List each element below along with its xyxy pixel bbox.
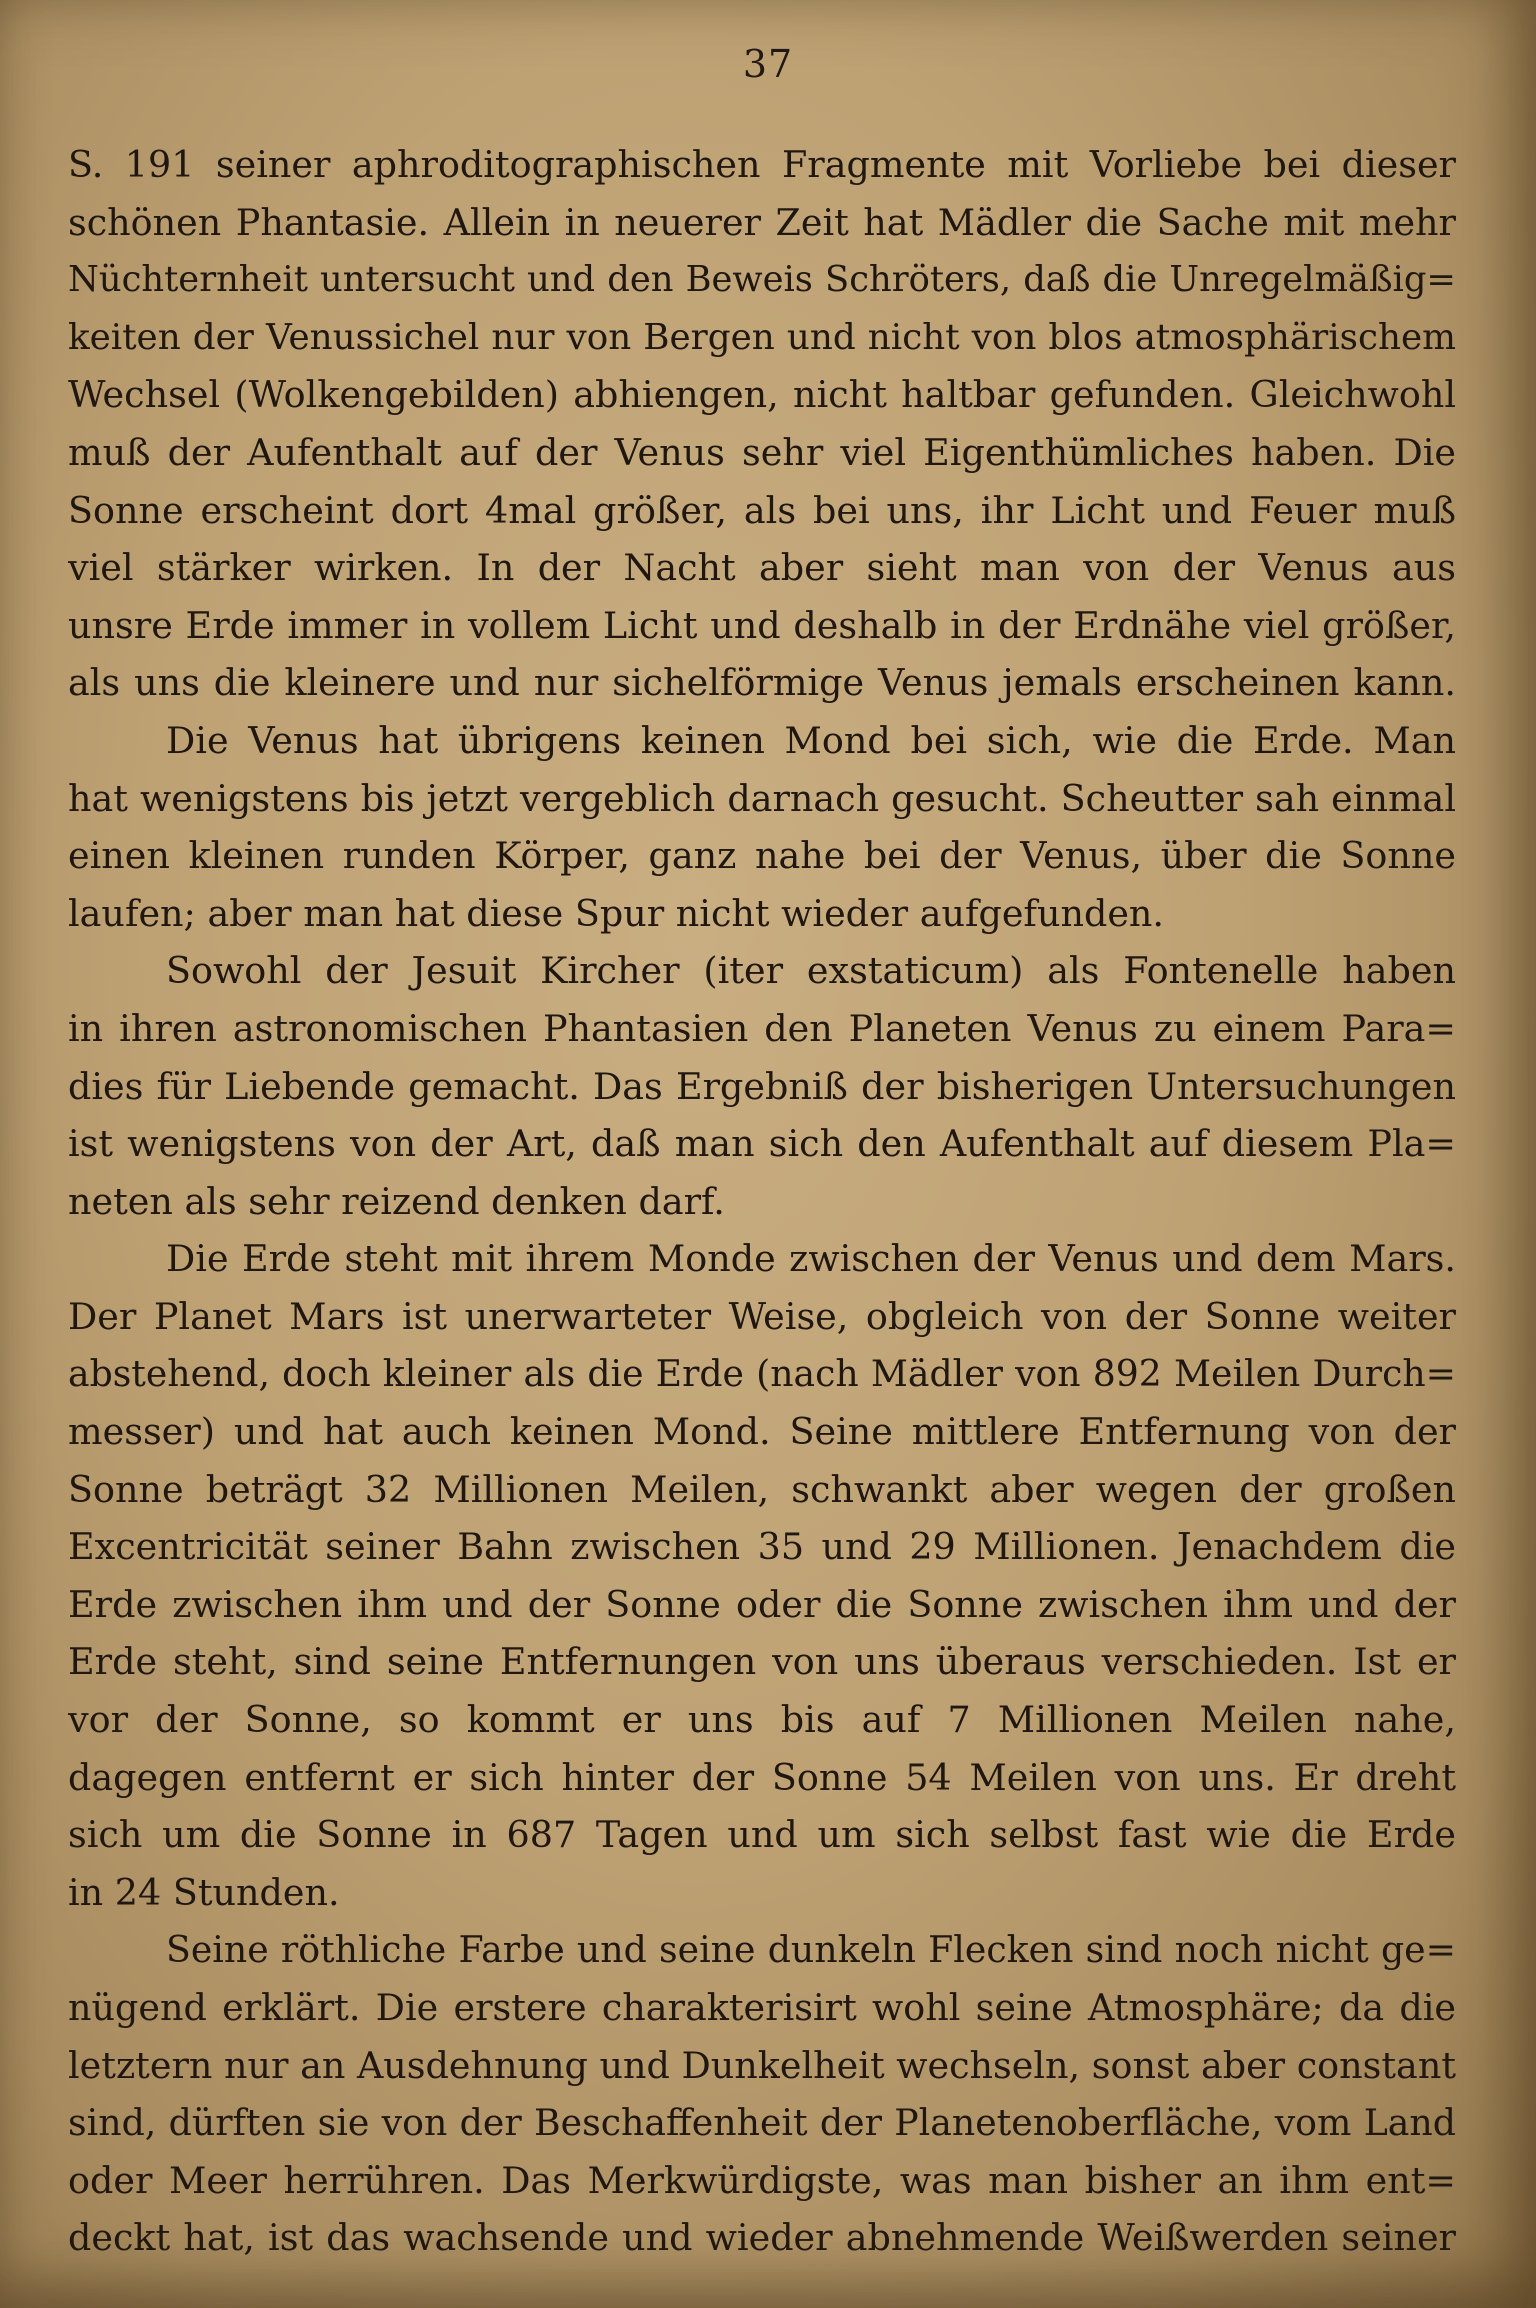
text-line: hat wenigstens bis jetzt vergeblich darnach gesucht. Scheutter sah einmal: [68, 776, 1456, 820]
paragraph-end-line: neten als sehr reizend denken darf.: [68, 1179, 725, 1223]
text-line: sind, dürften sie von der Beschaffenheit der Planetenoberfläche, vom Land: [68, 2101, 1456, 2145]
text-line: dagegen entfernt er sich hinter der Sonne 54 Meilen von uns. Er dreht: [68, 1755, 1456, 1799]
text-line: Erde zwischen ihm und der Sonne oder die Sonne zwischen ihm und der: [68, 1582, 1456, 1626]
text-line: in ihren astronomischen Phantasien den Planeten Venus zu einem Para=: [68, 1006, 1456, 1050]
text-line: sich um die Sonne in 687 Tagen und um sich selbst fast wie die Erde: [68, 1813, 1456, 1857]
text-line: schönen Phantasie. Allein in neuerer Zeit hat Mädler die Sache mit mehr: [68, 200, 1456, 244]
body-text: [68, 136, 1456, 2267]
paragraph-start-line: Die Erde steht mit ihrem Monde zwischen der Venus und dem Mars.: [166, 1237, 1456, 1281]
text-line: letztern nur an Ausdehnung und Dunkelheit wechseln, sonst aber constant: [68, 2043, 1456, 2087]
text-line: ist wenigstens von der Art, daß man sich den Aufenthalt auf diesem Pla=: [68, 1122, 1456, 1166]
text-line: S. 191 seiner aphroditographischen Fragmente mit Vorliebe bei dieser: [68, 143, 1456, 186]
text-line: muß der Aufenthalt auf der Venus sehr viel Eigenthümliches haben. Die: [68, 430, 1456, 474]
text-line: dies für Liebende gemacht. Das Ergebniß der bisherigen Untersuchungen: [68, 1064, 1456, 1108]
text-line: messer) und hat auch keinen Mond. Seine mittlere Entfernung von der: [68, 1410, 1456, 1454]
text-line: Wechsel (Wolkengebilden) abhiengen, nicht haltbar gefunden. Gleichwohl: [68, 373, 1456, 417]
text-line: oder Meer herrühren. Das Merkwürdigste, was man bisher an ihm ent=: [68, 2158, 1456, 2202]
text-line: Sonne beträgt 32 Millionen Meilen, schwankt aber wegen der großen: [68, 1467, 1456, 1511]
page-number: 37: [742, 42, 794, 86]
text-line: als uns die kleinere und nur sichelförmige Venus jemals erscheinen kann.: [68, 661, 1456, 705]
text-line: einen kleinen runden Körper, ganz nahe bei der Venus, über die Sonne: [68, 834, 1456, 878]
text-line: viel stärker wirken. In der Nacht aber sieht man von der Venus aus: [68, 546, 1456, 590]
text-line: nügend erklärt. Die erstere charakterisirt wohl seine Atmosphäre; da die: [68, 1986, 1456, 2029]
text-line: Excentricität seiner Bahn zwischen 35 und 29 Millionen. Jenachdem die: [68, 1525, 1456, 1569]
text-line: keiten der Venussichel nur von Bergen und nicht von blos atmosphärischem: [68, 316, 1456, 358]
text-line: abstehend, doch kleiner als die Erde (nach Mädler von 892 Meilen Durch=: [68, 1352, 1456, 1396]
text-line: Der Planet Mars ist unerwarteter Weise, obgleich von der Sonne weiter: [68, 1294, 1456, 1338]
text-line: vor der Sonne, so kommt er uns bis auf 7 Millionen Meilen nahe,: [68, 1698, 1456, 1742]
text-line: unsre Erde immer in vollem Licht und deshalb in der Erdnähe viel größer,: [68, 603, 1456, 647]
text-line: Sonne erscheint dort 4mal größer, als bei uns, ihr Licht und Feuer muß: [68, 488, 1456, 532]
text-line: Erde steht, sind seine Entfernungen von uns überaus verschieden. Ist er: [68, 1640, 1456, 1684]
text-line: deckt hat, ist das wachsende und wieder abnehmende Weißwerden seiner: [68, 2216, 1456, 2260]
paragraph-end-line: laufen; aber man hat diese Spur nicht wieder aufgefunden.: [68, 891, 1165, 935]
text-line: Nüchternheit untersucht und den Beweis Schröters, daß die Unregelmäßig=: [68, 259, 1456, 301]
paragraph-start-line: Sowohl der Jesuit Kircher (iter exstaticum) als Fontenelle haben: [166, 949, 1456, 993]
paragraph-start-line: Die Venus hat übrigens keinen Mond bei sich, wie die Erde. Man: [166, 718, 1456, 762]
paragraph-end-line: in 24 Stunden.: [68, 1870, 340, 1914]
paragraph-start-line: Seine röthliche Farbe und seine dunkeln Flecken sind noch nicht ge=: [166, 1928, 1456, 1972]
